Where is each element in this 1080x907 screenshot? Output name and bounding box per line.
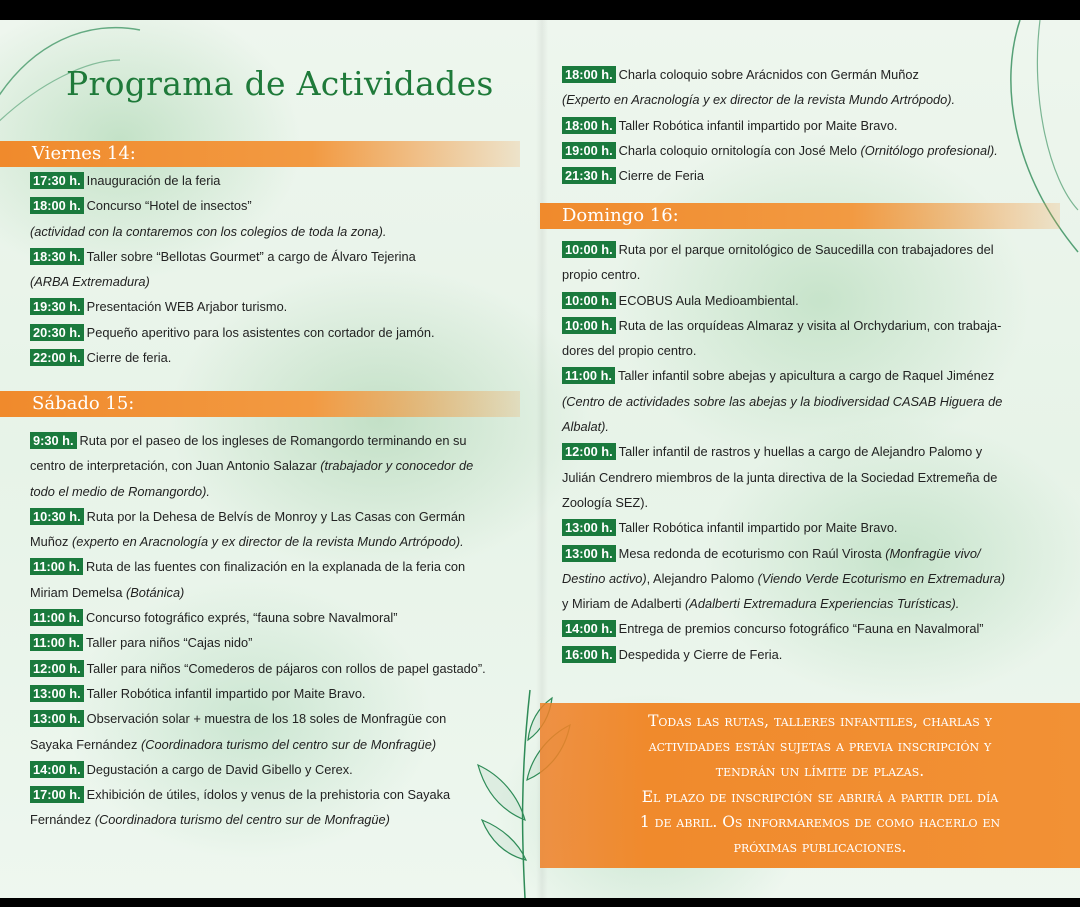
notice-line: próximas publicaciones. xyxy=(733,838,907,857)
notice-line: 1 de abril. Os informaremos de como hacerlo en xyxy=(639,812,1001,831)
event-list-sabado xyxy=(30,428,535,833)
schedule-entry-continuation xyxy=(562,591,1062,616)
entry-text: centro de interpretación, con Juan Antonio Salazar xyxy=(30,458,321,474)
day-label: Sábado 15: xyxy=(32,393,135,414)
entry-text: Cierre de feria. xyxy=(86,350,172,366)
time-badge: 12:00 h. xyxy=(562,443,616,460)
entry-note: (Viendo Verde Ecoturismo en Extremadura) xyxy=(757,570,1006,586)
entry-note: (actividad con la contaremos con los colegios de toda la zona). xyxy=(30,223,387,239)
time-badge: 10:00 h. xyxy=(562,241,616,258)
event-list-viernes xyxy=(30,168,530,370)
time-badge: 13:00 h. xyxy=(30,685,84,702)
entry-text: Taller Robótica infantil impartido por Maite Bravo. xyxy=(86,685,366,701)
entry-text: Taller para niños “Comederos de pájaros con rollos de papel gastado”. xyxy=(86,660,486,676)
schedule-entry xyxy=(30,345,530,370)
entry-note: (experto en Aracnología y ex director de la revista Mundo Artrópodo). xyxy=(71,534,464,550)
entry-text: Julián Cendrero miembros de la junta directiva de la Sociedad Extremeña de xyxy=(562,469,998,485)
entry-note: (Centro de actividades sobre las abejas y la biodiversidad CASAB Higuera de xyxy=(562,393,1003,409)
top-black-bar xyxy=(0,0,1080,20)
time-badge: 18:00 h. xyxy=(562,117,616,134)
event-list-domingo xyxy=(562,237,1062,667)
time-badge: 9:30 h. xyxy=(30,432,77,449)
time-badge: 18:00 h. xyxy=(562,66,616,83)
schedule-entry-continuation xyxy=(30,580,535,605)
notice-line: El plazo de inscripción se abrirá a partir del día xyxy=(641,787,999,806)
day-band-domingo xyxy=(540,203,1060,229)
time-badge: 10:30 h. xyxy=(30,508,84,525)
day-label: Domingo 16: xyxy=(562,205,679,226)
entry-text: Charla coloquio ornitología con José Melo xyxy=(618,142,861,158)
entry-text: Muñoz xyxy=(30,534,72,550)
entry-note: (Adalberti Extremadura Experiencias Turísticas). xyxy=(685,596,960,612)
schedule-entry xyxy=(30,605,535,630)
schedule-entry xyxy=(562,541,1062,566)
entry-text: ECOBUS Aula Medioambiental. xyxy=(618,292,799,308)
entry-note: (Monfragüe vivo/ xyxy=(885,545,981,561)
entry-text: Zoología SEZ). xyxy=(562,494,649,510)
time-badge: 14:00 h. xyxy=(30,761,84,778)
schedule-entry xyxy=(30,757,535,782)
entry-text: y Miriam de Adalberti xyxy=(562,596,686,612)
time-badge: 22:00 h. xyxy=(30,349,84,366)
entry-note: (Botánica) xyxy=(126,584,185,600)
entry-text: Exhibición de útiles, ídolos y venus de la prehistoria con Sayaka xyxy=(86,787,451,803)
entry-text: Taller infantil de rastros y huellas a cargo de Alejandro Palomo y xyxy=(618,444,983,460)
notice-line: actividades están sujetas a previa inscripción y xyxy=(648,737,992,756)
schedule-entry xyxy=(30,428,535,453)
schedule-entry-continuation xyxy=(562,87,1062,112)
entry-note: (Experto en Aracnología y ex director de la revista Mundo Artrópodo). xyxy=(562,92,956,108)
entry-text: Ruta por el paseo de los ingleses de Romangordo terminando en su xyxy=(79,433,467,448)
entry-text: Charla coloquio sobre Arácnidos con Germán Muñoz xyxy=(618,67,919,82)
time-badge: 18:30 h. xyxy=(30,248,84,265)
page-title: Programa de Actividades xyxy=(66,64,494,103)
time-badge: 13:00 h. xyxy=(562,519,616,536)
schedule-entry xyxy=(562,313,1062,338)
entry-text: Taller Robótica infantil impartido por Maite Bravo. xyxy=(618,520,898,536)
day-band-sabado xyxy=(0,391,520,417)
entry-note: Albalat). xyxy=(562,419,609,435)
schedule-entry xyxy=(30,681,535,706)
entry-text: Mesa redonda de ecoturismo con Raúl Virosta xyxy=(618,545,886,561)
time-badge: 17:00 h. xyxy=(30,786,84,803)
entry-text: Entrega de premios concurso fotográfico “Fauna en Navalmoral” xyxy=(618,621,984,637)
entry-text: propio centro. xyxy=(562,267,641,283)
schedule-entry xyxy=(562,642,1062,667)
day-band-viernes xyxy=(0,141,520,167)
schedule-entry xyxy=(30,554,535,579)
bottom-black-bar xyxy=(0,898,1080,907)
time-badge: 19:30 h. xyxy=(30,298,84,315)
entry-note: Destino activo) xyxy=(562,570,647,586)
schedule-entry xyxy=(562,163,1062,188)
schedule-entry-continuation xyxy=(30,529,535,554)
schedule-entry xyxy=(30,656,535,681)
schedule-entry-continuation xyxy=(562,414,1062,439)
entry-note: (Coordinadora turismo del centro sur de Monfragüe) xyxy=(94,812,390,828)
day-label: Viernes 14: xyxy=(32,143,136,164)
schedule-entry-continuation xyxy=(30,219,530,244)
entry-text: Inauguración de la feria xyxy=(86,173,221,188)
time-badge: 13:00 h. xyxy=(30,710,84,727)
schedule-entry xyxy=(562,113,1062,138)
schedule-entry xyxy=(562,363,1062,388)
schedule-entry xyxy=(562,138,1062,163)
entry-text: Observación solar + muestra de los 18 soles de Monfragüe con xyxy=(86,711,447,727)
event-list-sabado-continued xyxy=(562,62,1062,188)
registration-notice xyxy=(540,703,1080,868)
schedule-entry xyxy=(30,630,535,655)
entry-note: (ARBA Extremadura) xyxy=(30,274,150,290)
schedule-entry-continuation xyxy=(562,490,1062,515)
time-badge: 10:00 h. xyxy=(562,292,616,309)
entry-text: Taller Robótica infantil impartido por Maite Bravo. xyxy=(618,117,898,133)
schedule-entry xyxy=(30,504,535,529)
schedule-entry xyxy=(562,616,1062,641)
entry-text: Fernández xyxy=(30,812,95,828)
schedule-entry xyxy=(562,288,1062,313)
entry-text: Ruta por el parque ornitológico de Saucedilla con trabajadores del xyxy=(618,242,994,257)
entry-text: Ruta de las orquídeas Almaraz y visita al Orchydarium, con trabaja- xyxy=(618,317,1002,333)
time-badge: 14:00 h. xyxy=(562,620,616,637)
notice-text xyxy=(560,709,1080,860)
entry-text: Ruta por la Dehesa de Belvís de Monroy y Las Casas con Germán xyxy=(86,508,466,524)
entry-note: todo el medio de Romangordo). xyxy=(30,483,210,499)
time-badge: 16:00 h. xyxy=(562,646,616,663)
schedule-entry xyxy=(30,320,530,345)
schedule-entry xyxy=(30,782,535,807)
schedule-entry-continuation xyxy=(562,465,1062,490)
schedule-entry-continuation xyxy=(30,479,535,504)
time-badge: 19:00 h. xyxy=(562,142,616,159)
entry-text: Taller infantil sobre abejas y apicultura a cargo de Raquel Jiménez xyxy=(617,368,995,384)
schedule-entry xyxy=(562,515,1062,540)
time-badge: 12:00 h. xyxy=(30,660,84,677)
entry-text: Concurso fotográfico exprés, “fauna sobre Navalmoral” xyxy=(85,610,398,626)
entry-text: Despedida y Cierre de Feria. xyxy=(618,646,783,662)
schedule-entry-continuation xyxy=(562,338,1062,363)
schedule-entry-continuation xyxy=(30,269,530,294)
entry-text: Pequeño aperitivo para los asistentes con cortador de jamón. xyxy=(86,324,435,340)
entry-note: (Ornitólogo profesional). xyxy=(860,142,998,158)
time-badge: 11:00 h. xyxy=(30,558,83,575)
schedule-entry-continuation xyxy=(562,389,1062,414)
schedule-entry xyxy=(30,706,535,731)
entry-text: Taller sobre “Bellotas Gourmet” a cargo de Álvaro Tejerina xyxy=(86,248,416,264)
entry-note: (Coordinadora turismo del centro sur de Monfragüe) xyxy=(140,736,437,752)
schedule-entry-continuation xyxy=(30,807,535,832)
schedule-entry xyxy=(562,62,1062,87)
entry-text: Miriam Demelsa xyxy=(30,584,126,600)
schedule-entry xyxy=(30,294,530,319)
entry-text: Sayaka Fernández xyxy=(30,736,141,752)
time-badge: 17:30 h. xyxy=(30,172,84,189)
time-badge: 21:30 h. xyxy=(562,167,616,184)
time-badge: 11:00 h. xyxy=(562,367,615,384)
entry-text: Taller para niños “Cajas nido” xyxy=(85,635,253,651)
schedule-entry xyxy=(30,193,530,218)
time-badge: 11:00 h. xyxy=(30,609,83,626)
schedule-entry xyxy=(30,244,530,269)
schedule-entry-continuation xyxy=(30,732,535,757)
time-badge: 11:00 h. xyxy=(30,634,83,651)
entry-text: Ruta de las fuentes con finalización en la explanada de la feria con xyxy=(85,559,466,575)
entry-text: Cierre de Feria xyxy=(618,168,705,184)
time-badge: 20:30 h. xyxy=(30,324,84,341)
entry-text: Concurso “Hotel de insectos” xyxy=(86,198,252,214)
time-badge: 13:00 h. xyxy=(562,545,616,562)
schedule-entry xyxy=(562,439,1062,464)
notice-line: tendrán un límite de plazas. xyxy=(715,762,925,781)
time-badge: 10:00 h. xyxy=(562,317,616,334)
schedule-entry-continuation xyxy=(562,566,1062,591)
schedule-entry xyxy=(562,237,1062,262)
entry-text: Presentación WEB Arjabor turismo. xyxy=(86,299,288,315)
entry-text: , Alejandro Palomo xyxy=(646,570,758,586)
time-badge: 18:00 h. xyxy=(30,197,84,214)
schedule-entry xyxy=(30,168,530,193)
schedule-entry-continuation xyxy=(30,453,535,478)
schedule-entry-continuation xyxy=(562,262,1062,287)
notice-line: Todas las rutas, talleres infantiles, charlas y xyxy=(648,712,992,730)
entry-text: Degustación a cargo de David Gibello y Cerex. xyxy=(86,761,353,777)
entry-text: dores del propio centro. xyxy=(562,343,697,359)
entry-note: (trabajador y conocedor de xyxy=(320,458,474,474)
